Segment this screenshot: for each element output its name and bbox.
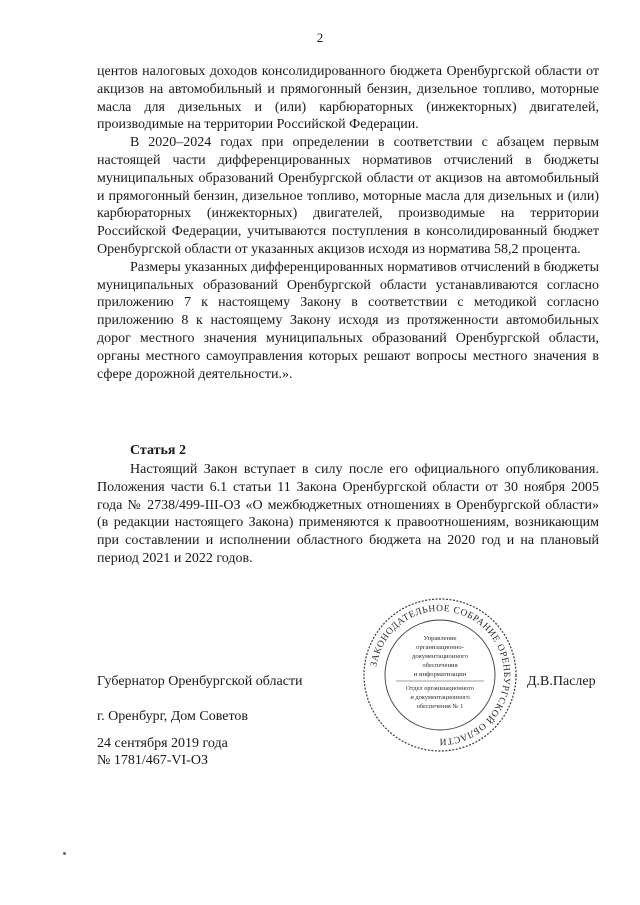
seal-line-7: и документационного	[410, 694, 470, 701]
seal-line-6: Отдел организационного	[406, 685, 474, 692]
signing-date: 24 сентября 2019 года	[97, 736, 228, 751]
seal-line-2: организационно-	[416, 644, 464, 651]
page-number: 2	[316, 30, 324, 45]
seal-line-1: Управление	[423, 635, 457, 642]
seal-line-5: и информатизации	[413, 671, 467, 678]
article-2-body	[97, 461, 599, 568]
official-seal	[362, 597, 518, 753]
article-2-text: Настоящий Закон вступает в силу после его официального опубликования. Положения части 6.1 статьи 11 Закона Оренбургской области от 30 ноября 2005 года № 2738/499-III-ОЗ «О межбюджетных отношениях в Оренбургской области» (в редакции настоящего Закона) применяются к правоотношениям, возникающим при составлении и исполнении областного бюджета на 2020 год и на плановый период 2021 и 2022 годов.	[97, 462, 599, 566]
signatory-title: Губернатор Оренбургской области	[97, 674, 303, 689]
paragraph-2020-2024: В 2020–2024 годах при определении в соответствии с абзацем первым настоящей части дифференцированных нормативов отчислений в бюджеты муниципальных образований Оренбургской области от акцизов на автомобильный и прямогонный бензин, дизельное топливо, моторные масла для дизельных и (или) карбюраторных (инжекторных) двигателей, производимые на территории Российской Федерации, учитываются поступления в консолидированный бюджет Оренбургской области от указанных акцизов исходя из норматива 58,2 процента.	[97, 135, 599, 257]
signing-place: г. Оренбург, Дом Советов	[97, 709, 248, 724]
paragraph-continuation: центов налоговых доходов консолидированного бюджета Оренбургской области от акцизов на автомобильный и прямогонный бензин, дизельное топливо, моторные масла для дизельных и (или) карбюраторных (инжекторных) двигателей, производимые на территории Российской Федерации.	[97, 64, 599, 133]
seal-line-8: обеспечения № 1	[416, 703, 464, 710]
seal-outer-text: ЗАКОНОДАТЕЛЬНОЕ СОБРАНИЕ ОРЕНБУРГСКОЙ ОБЛАСТИ	[369, 603, 512, 747]
article-2-heading: Статья 2	[130, 443, 186, 458]
law-body	[97, 63, 599, 383]
signatory-name: Д.В.Паслер	[527, 674, 596, 689]
seal-line-4: обеспечения	[422, 662, 458, 669]
scan-speck	[63, 852, 66, 855]
seal-line-3: документационного	[411, 653, 469, 660]
law-number: № 1781/467-VI-ОЗ	[97, 753, 208, 768]
paragraph-normative-sizes: Размеры указанных дифференцированных нормативов отчислений в бюджеты муниципальных образований Оренбургской области устанавливаются согласно приложению 7 к настоящему Закону в соответствии с методикой согласно приложению 8 к настоящему Закону исходя из протяженности автомобильных дорог местного значения муниципальных образований Оренбургской области, органы местного самоуправления которых решают вопросы местного значения в сфере дорожной деятельности.».	[97, 259, 599, 382]
